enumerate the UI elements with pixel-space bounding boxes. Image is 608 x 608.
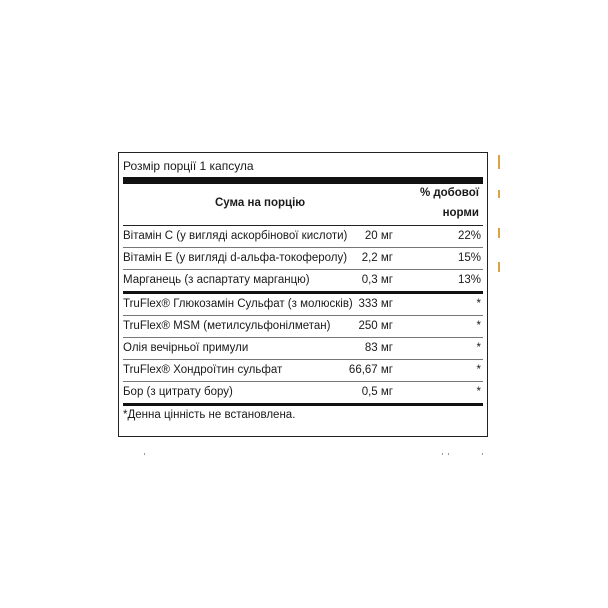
daily-value-header-line2: норми (442, 207, 479, 219)
table-row (123, 316, 483, 338)
ingredient-daily-value: * (476, 364, 481, 376)
speck (442, 453, 443, 455)
edge-mark-2 (498, 190, 500, 198)
nutrient-daily-value: 13% (457, 274, 481, 286)
serving-size: Розмір порції 1 капсула (123, 159, 254, 173)
ingredient-amount: 250 мг (358, 320, 393, 332)
table-row (123, 360, 483, 382)
nutrient-daily-value: 22% (457, 230, 481, 242)
ingredient-amount: 333 мг (358, 298, 393, 310)
speck (448, 453, 449, 455)
nutrient-name: Марганець (з аспартату марганцю) (123, 274, 310, 286)
nutrient-amount: 2,2 мг (361, 252, 393, 264)
nutrient-name: Вітамін С (у вигляді аскорбінової кислоти) (123, 230, 348, 242)
ingredient-daily-value: * (476, 298, 481, 310)
table-row (123, 338, 483, 360)
table-row (123, 270, 483, 294)
nutrient-name: Вітамін Е (у вигляді d-альфа-токоферолу) (123, 252, 348, 264)
ingredient-amount: 83 мг (364, 342, 393, 354)
edge-mark-4 (498, 262, 500, 272)
edge-mark-1 (498, 155, 500, 169)
supplement-facts-panel (118, 152, 488, 437)
ingredient-name: TruFlex® Хондроїтин сульфат (123, 364, 283, 376)
ingredient-name: Олія вечірньої примули (123, 342, 249, 354)
table-row (123, 248, 483, 270)
table-row (123, 294, 483, 316)
ingredient-amount: 0,5 мг (361, 386, 393, 398)
ingredient-name: TruFlex® Глюкозамін Сульфат (з молюсків) (123, 298, 353, 310)
header-thick-divider (123, 177, 483, 184)
nutrient-daily-value: 15% (457, 252, 481, 264)
daily-value-footnote: *Денна цінність не встановлена. (123, 409, 296, 421)
nutrient-table (123, 226, 483, 406)
daily-value-header-line1: % добової (419, 187, 479, 199)
ingredient-daily-value: * (476, 386, 481, 398)
nutrient-amount: 0,3 мг (361, 274, 393, 286)
ingredient-daily-value: * (476, 342, 481, 354)
ingredient-name: Бор (з цитрату бору) (123, 386, 233, 398)
amount-per-serving-header: Сума на порцію (215, 197, 306, 209)
speck (482, 453, 483, 455)
ingredient-daily-value: * (476, 320, 481, 332)
ingredient-amount: 66,67 мг (348, 364, 393, 376)
nutrient-amount: 20 мг (364, 230, 393, 242)
table-row (123, 382, 483, 406)
table-row (123, 226, 483, 248)
ingredient-name: TruFlex® MSM (метилсульфонілметан) (123, 320, 331, 332)
speck (144, 453, 145, 455)
edge-mark-3 (498, 228, 500, 238)
